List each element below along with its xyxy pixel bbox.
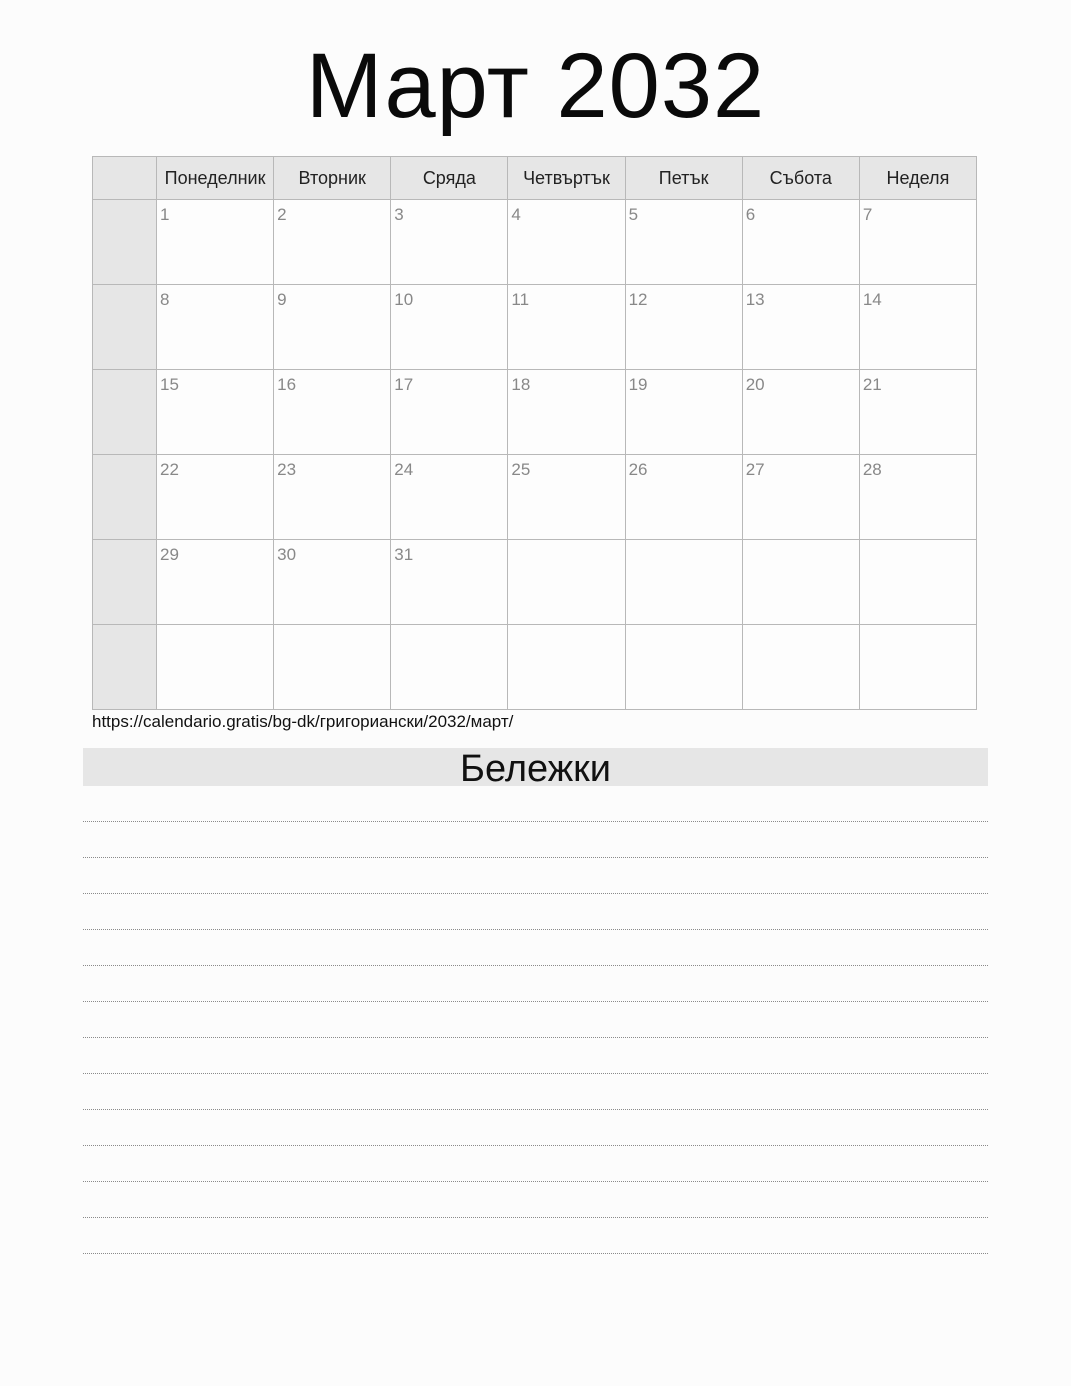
- day-cell[interactable]: [391, 625, 508, 710]
- day-number: 4: [511, 205, 521, 224]
- day-number: [626, 540, 742, 545]
- day-cell[interactable]: [508, 200, 625, 285]
- day-number: [508, 540, 624, 545]
- note-line[interactable]: [83, 1038, 988, 1074]
- day-number: 20: [745, 375, 765, 394]
- weekday-header: Понеделник: [157, 157, 274, 200]
- note-line[interactable]: [83, 930, 988, 966]
- day-number: 7: [862, 205, 873, 224]
- weekday-header: Неделя: [859, 157, 976, 200]
- day-cell[interactable]: [508, 285, 625, 370]
- day-number: 22: [160, 460, 179, 479]
- day-number: 29: [160, 545, 179, 564]
- day-cell[interactable]: [391, 540, 508, 625]
- day-number: 17: [394, 375, 414, 394]
- weekday-header: Събота: [742, 157, 859, 200]
- day-number: [274, 625, 390, 630]
- note-line[interactable]: [83, 1146, 988, 1182]
- day-cell[interactable]: [274, 455, 391, 540]
- week-row: [93, 200, 977, 285]
- calendar-grid: [92, 156, 977, 710]
- week-number-cell: [93, 285, 157, 370]
- weekday-header: Вторник: [274, 157, 391, 200]
- day-number: [860, 540, 976, 545]
- notes-title: Бележки: [83, 748, 988, 786]
- weekday-header: Сряда: [391, 157, 508, 200]
- day-cell[interactable]: [274, 200, 391, 285]
- day-number: 27: [745, 460, 765, 479]
- day-cell[interactable]: [391, 200, 508, 285]
- day-cell[interactable]: [742, 370, 859, 455]
- day-number: 11: [511, 290, 530, 309]
- note-line[interactable]: [83, 1074, 988, 1110]
- note-line[interactable]: [83, 1182, 988, 1218]
- weekday-header: Петък: [625, 157, 742, 200]
- day-number: 14: [862, 290, 882, 309]
- day-cell[interactable]: [859, 540, 976, 625]
- day-cell[interactable]: [157, 625, 274, 710]
- source-url: https://calendario.gratis/bg-dk/григориански/2032/март/: [92, 712, 514, 731]
- weekday-header-row: [93, 157, 977, 200]
- notes-area[interactable]: [83, 786, 988, 1254]
- day-cell[interactable]: [508, 625, 625, 710]
- day-cell[interactable]: [508, 455, 625, 540]
- day-cell[interactable]: [742, 200, 859, 285]
- week-number-cell: [93, 625, 157, 710]
- day-cell[interactable]: [274, 625, 391, 710]
- note-line[interactable]: [83, 1110, 988, 1146]
- day-number: 3: [394, 205, 404, 224]
- day-number: [743, 540, 859, 545]
- day-cell[interactable]: [625, 540, 742, 625]
- week-number-cell: [93, 370, 157, 455]
- week-row: [93, 285, 977, 370]
- day-number: 15: [160, 375, 179, 394]
- day-number: 16: [277, 375, 297, 394]
- day-number: 1: [160, 205, 170, 224]
- day-cell[interactable]: [742, 285, 859, 370]
- week-number-cell: [93, 200, 157, 285]
- week-number-header: [93, 157, 157, 200]
- day-number: [743, 625, 859, 630]
- day-cell[interactable]: [625, 625, 742, 710]
- day-cell[interactable]: [157, 540, 274, 625]
- day-number: 28: [862, 460, 882, 479]
- day-number: 26: [628, 460, 648, 479]
- day-number: 19: [628, 375, 648, 394]
- day-cell[interactable]: [157, 285, 274, 370]
- note-line[interactable]: [83, 786, 988, 822]
- week-row: [93, 625, 977, 710]
- day-cell[interactable]: [625, 370, 742, 455]
- note-line[interactable]: [83, 894, 988, 930]
- day-number: 25: [511, 460, 531, 479]
- day-cell[interactable]: [859, 285, 976, 370]
- day-cell[interactable]: [625, 455, 742, 540]
- day-number: 2: [277, 205, 287, 224]
- day-number: 24: [394, 460, 414, 479]
- note-line[interactable]: [83, 822, 988, 858]
- day-number: 5: [628, 205, 639, 224]
- weekday-header: Четвъртък: [508, 157, 625, 200]
- day-cell[interactable]: [742, 540, 859, 625]
- day-cell[interactable]: [157, 370, 274, 455]
- day-cell[interactable]: [274, 540, 391, 625]
- day-number: 21: [862, 375, 882, 394]
- week-number-cell: [93, 455, 157, 540]
- day-number: [391, 625, 507, 630]
- day-number: [626, 625, 742, 630]
- day-number: 13: [745, 290, 765, 309]
- day-cell[interactable]: [391, 285, 508, 370]
- day-number: 6: [745, 205, 756, 224]
- page-title: Март 2032: [305, 35, 766, 137]
- day-cell[interactable]: [391, 455, 508, 540]
- day-cell[interactable]: [859, 200, 976, 285]
- week-row: [93, 455, 977, 540]
- day-number: 30: [277, 545, 297, 564]
- week-number-cell: [93, 540, 157, 625]
- day-number: 18: [511, 375, 531, 394]
- note-line[interactable]: [83, 966, 988, 1002]
- day-cell[interactable]: [625, 285, 742, 370]
- day-number: 31: [394, 545, 414, 564]
- day-cell[interactable]: [391, 370, 508, 455]
- note-line[interactable]: [83, 1002, 988, 1038]
- day-cell[interactable]: [157, 200, 274, 285]
- day-number: 12: [628, 290, 648, 309]
- day-cell[interactable]: [742, 455, 859, 540]
- day-cell[interactable]: [508, 370, 625, 455]
- day-number: [860, 625, 976, 630]
- day-cell[interactable]: [625, 200, 742, 285]
- note-line[interactable]: [83, 858, 988, 894]
- day-cell[interactable]: [274, 285, 391, 370]
- day-cell[interactable]: [274, 370, 391, 455]
- day-cell[interactable]: [859, 625, 976, 710]
- week-row: [93, 370, 977, 455]
- note-line[interactable]: [83, 1218, 988, 1254]
- week-row: [93, 540, 977, 625]
- day-number: 8: [160, 290, 170, 309]
- day-number: 10: [394, 290, 414, 309]
- day-number: 9: [277, 290, 287, 309]
- day-cell[interactable]: [859, 455, 976, 540]
- day-cell[interactable]: [742, 625, 859, 710]
- day-number: 23: [277, 460, 297, 479]
- day-cell[interactable]: [859, 370, 976, 455]
- day-cell[interactable]: [157, 455, 274, 540]
- day-number: [508, 625, 624, 630]
- day-number: [157, 625, 273, 630]
- day-cell[interactable]: [508, 540, 625, 625]
